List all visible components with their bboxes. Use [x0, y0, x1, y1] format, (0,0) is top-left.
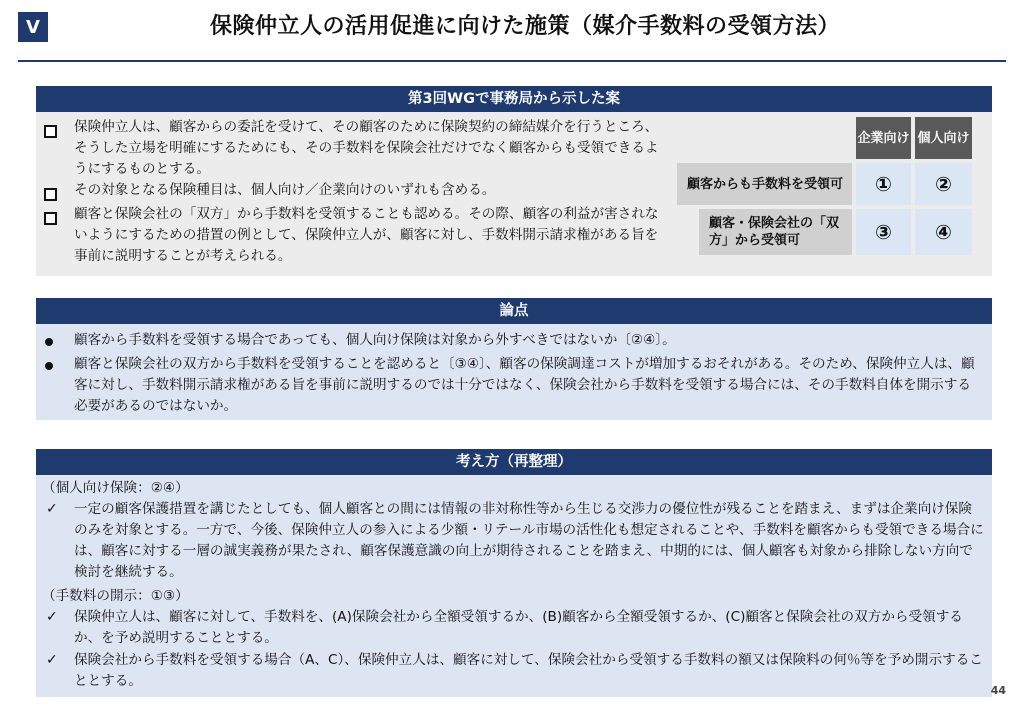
- col-header-individual: 個人向け: [915, 117, 972, 159]
- issues-item: 顧客から手数料を受領する場合であっても、個人向け保険は対象から外すべきではないか〔②④〕。: [74, 332, 676, 348]
- approach-item: 保険会社から手数料を受領する場合（A、C）、保険仲立人は、顧客に対して、保険会社から受領する手数料の額又は保険料の何％等を予め開示することとする。: [74, 652, 983, 689]
- check-icon: ✓: [46, 609, 58, 625]
- approach-item: 一定の顧客保護措置を講じたとしても、個人顧客との間には情報の非対称性等から生じる交渉力の優位性が残ることを踏まえ、まずは企業向け保険のみを対象とする。一方で、今後、保険仲立人の参入による少額・リテール市場の活性化も想定されることや、手数料を顧客からも受領できる場合には、顧客に対する一層の誠実義務が果たされ、顧客保護意識の向上が期待されることを踏まえ、中期的には、個人顧客も対象から排除しない方向で検討を継続する。: [74, 501, 984, 580]
- cell-1: ①: [856, 163, 911, 205]
- approach-heading: 考え方（再整理）: [36, 449, 992, 475]
- row-label-both: 顧客・保険会社の「双方」から受領可: [699, 209, 852, 255]
- page-number: 44: [990, 684, 1006, 697]
- proposal-item: その対象となる保険種目は、個人向け／企業向けのいずれも含める。: [74, 182, 496, 198]
- cell-4: ④: [915, 209, 972, 255]
- proposal-item: 顧客と保険会社の「双方」から手数料を受領することも認める。その際、顧客の利益が害されないようにするための措置の例として、保険仲立人が、顧客に対し、手数料開示請求権がある旨を事前に説明することが考えられる。: [74, 206, 659, 264]
- group-label: （手数料の開示：①③）: [42, 588, 189, 604]
- check-icon: ✓: [46, 652, 58, 668]
- cell-3: ③: [856, 209, 911, 255]
- cell-2: ②: [915, 163, 972, 205]
- square-bullet: [44, 125, 57, 138]
- check-icon: ✓: [46, 501, 58, 517]
- proposal-heading: 第3回WGで事務局から示した案: [36, 86, 992, 112]
- group-label: （個人向け保険：②④）: [42, 480, 189, 496]
- title-divider: [18, 60, 1006, 62]
- square-bullet: [44, 188, 57, 201]
- approach-item: 保険仲立人は、顧客に対して、手数料を、(A)保険会社から全額受領するか、(B)顧客から全額受領するか、(C)顧客と保険会社の双方から受領するか、を予め説明することとする。: [74, 609, 963, 646]
- issues-item: 顧客と保険会社の双方から手数料を受領することを認めると〔③④〕、顧客の保険調達コストが増加するおそれがある。そのため、保険仲立人は、顧客に対し、手数料開示請求権がある旨を事前に説明するのでは十分ではなく、保険会社から手数料を受領する場合には、その手数料自体を開示する必要があるのではないか。: [74, 356, 975, 414]
- proposal-item: 保険仲立人は、顧客からの委託を受けて、その顧客のために保険契約の締結媒介を行うところ、そうした立場を明確にするためにも、その手数料を保険会社だけでなく顧客からも受領できるようにするものとする。: [74, 119, 659, 177]
- issues-heading: 論点: [36, 298, 992, 324]
- col-header-corporate: 企業向け: [856, 117, 911, 159]
- dot-bullet: [45, 362, 53, 370]
- row-label-customer: 顧客からも手数料を受領可: [677, 163, 852, 205]
- chapter-badge: V: [18, 12, 48, 42]
- page-title: 保険仲立人の活用促進に向けた施策（媒介手数料の受領方法）: [209, 14, 840, 39]
- dot-bullet: [45, 338, 53, 346]
- square-bullet: [44, 212, 57, 225]
